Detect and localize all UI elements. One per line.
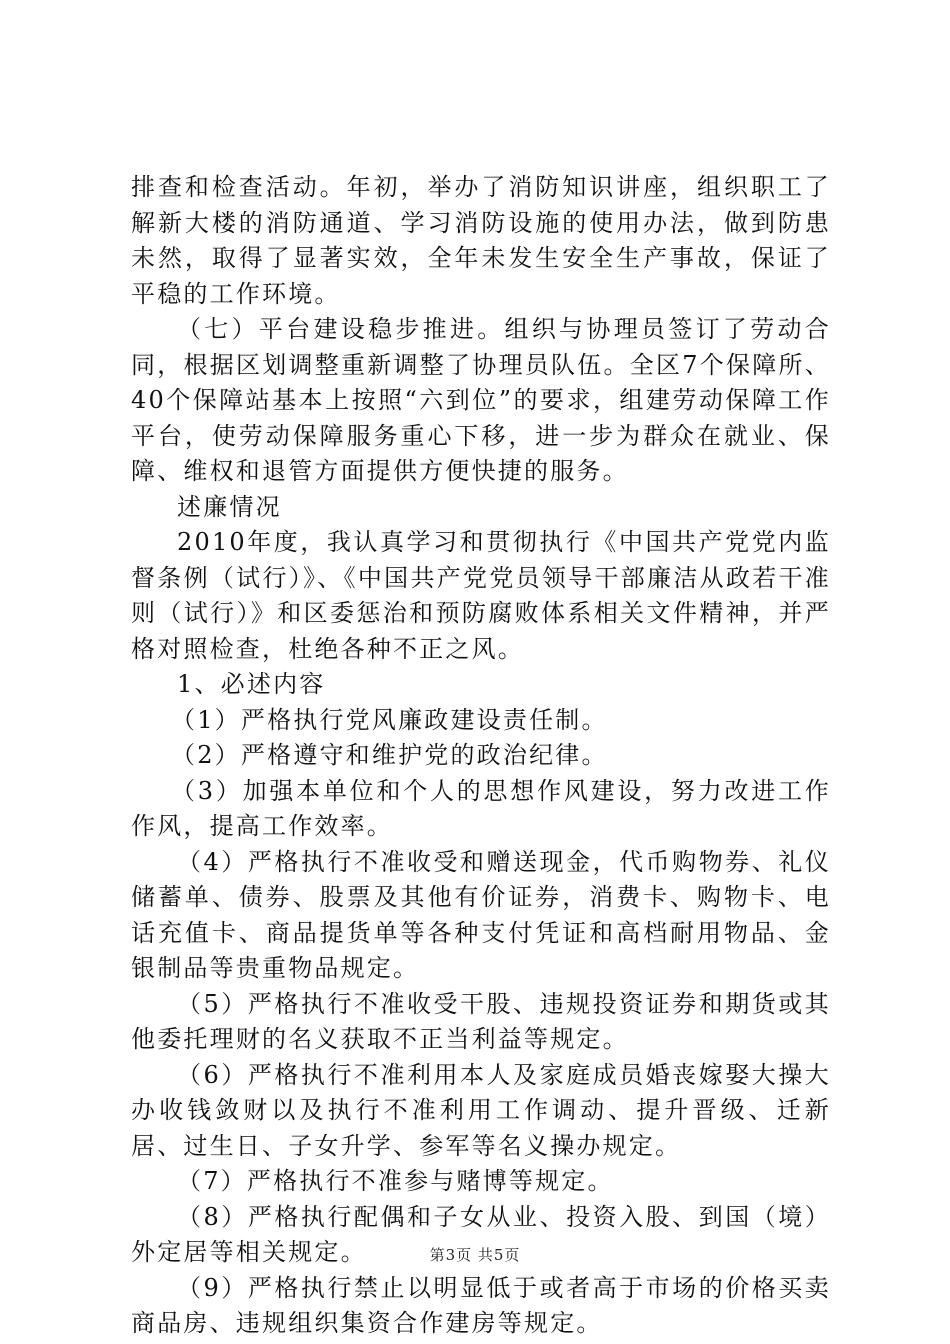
list-item: （5）严格执行不准收受干股、违规投资证券和期货或其他委托理财的名义获取不正当利益等规定。 bbox=[131, 989, 831, 1053]
list-item: （1）严格执行党风廉政建设责任制。 bbox=[171, 705, 608, 734]
list-item: （9）严格执行禁止以明显低于或者高于市场的价格买卖商品房、违规组织集资合作建房等规定。 bbox=[131, 1273, 831, 1337]
list-item: （3）加强本单位和个人的思想作风建设，努力改进工作作风，提高工作效率。 bbox=[131, 776, 831, 840]
paragraph: 2010年度，我认真学习和贯彻执行《中国共产党党内监督条例（试行）》、《中国共产党党员领导干部廉洁从政若干准则（试行）》和区委惩治和预防腐败体系相关文件精神，并严格对照检查，杜绝各种不正之风。 bbox=[131, 528, 831, 663]
paragraph: 排查和检查活动。年初，举办了消防知识讲座，组织职工了解新大楼的消防通道、学习消防设施的使用办法，做到防患未然，取得了显著实效，全年未发生安全生产事故，保证了平稳的工作环境。 bbox=[131, 173, 831, 308]
document-body bbox=[131, 170, 831, 1342]
list-item: （7）严格执行不准参与赌博等规定。 bbox=[177, 1167, 614, 1195]
list-item: （2）严格遵守和维护党的政治纪律。 bbox=[171, 741, 608, 769]
section-heading: 述廉情况 bbox=[177, 492, 282, 521]
list-item: （4）严格执行不准收受和赠送现金，代币购物券、礼仪储蓄单、债券、股票及其他有价证券，消费卡、购物卡、电话充值卡、商品提货单等各种支付凭证和高档耐用物品、金银制品等贵重物品规定。 bbox=[131, 847, 831, 982]
list-item: （6）严格执行不准利用本人及家庭成员婚丧嫁娶大操大办收钱敛财以及执行不准利用工作调动、提升晋级、迁新居、过生日、子女升学、参军等名义操办规定。 bbox=[131, 1060, 831, 1160]
list-item: （8）严格执行配偶和子女从业、投资入股、到国（境）外定居等相关规定。 bbox=[131, 1202, 831, 1266]
paragraph: （七）平台建设稳步推进。组织与协理员签订了劳动合同，根据区划调整重新调整了协理员队伍。全区7个保障所、40个保障站基本上按照“六到位”的要求，组建劳动保障工作平台，使劳动保障服务重心下移，进一步为群众在就业、保障、维权和退管方面提供方便快捷的服务。 bbox=[131, 315, 831, 485]
subsection-heading: 1、必述内容 bbox=[177, 670, 326, 698]
page-number: 第3页 共5页 bbox=[429, 1246, 521, 1264]
